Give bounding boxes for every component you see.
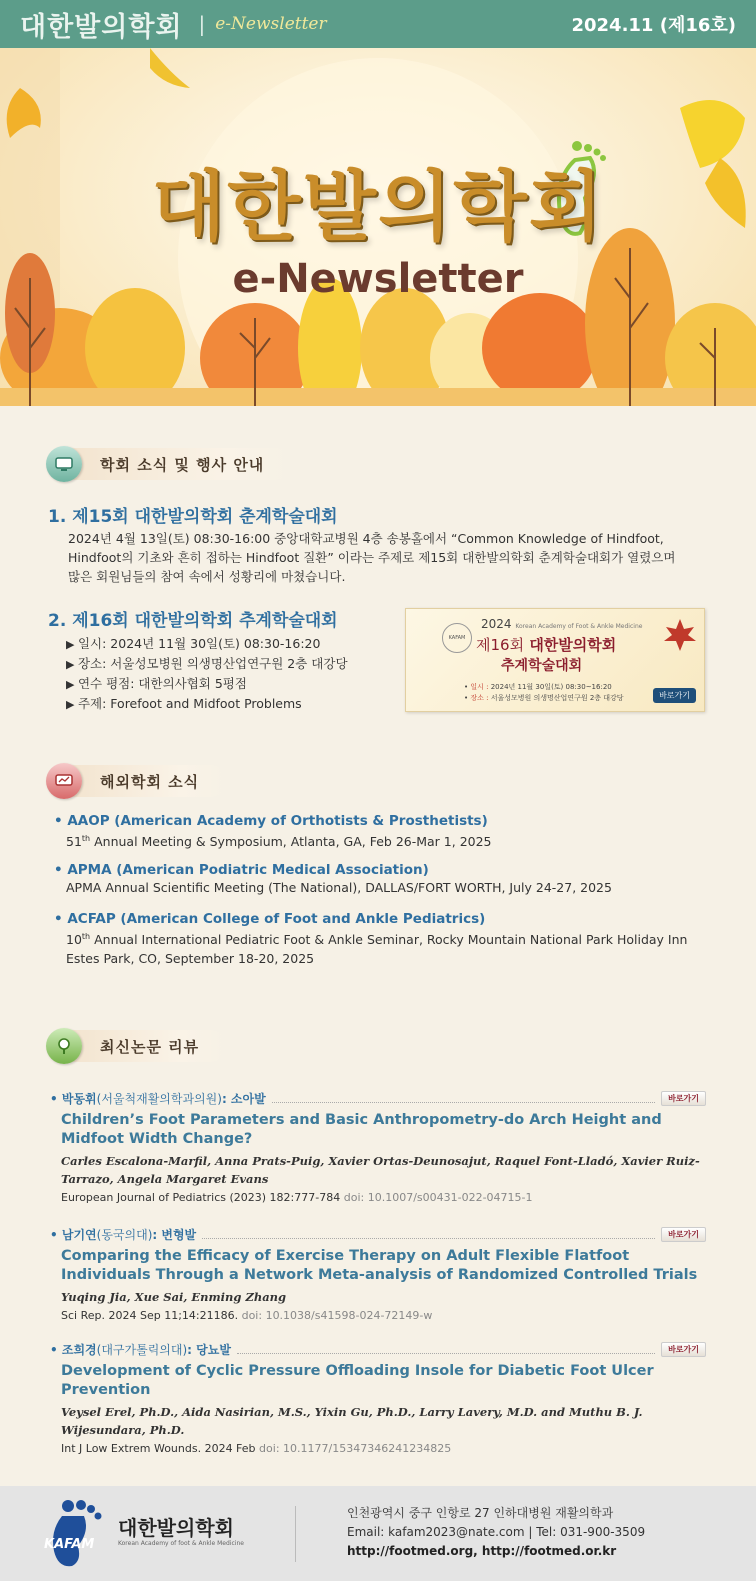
paper3-journal xyxy=(61,1442,706,1455)
news-item2-heading: 2. 제16회 대한발의학회 추계학술대회 xyxy=(48,611,338,631)
paper-item-1 xyxy=(50,1090,706,1204)
news-item1-heading: 1. 제15회 대한발의학회 춘계학술대회 xyxy=(48,507,338,527)
paper2-affiliation: (동국의대) xyxy=(96,1228,153,1242)
intl-aaop-ordinal: 51 xyxy=(66,834,82,850)
intl-aaop-sup: th xyxy=(81,834,91,843)
paper3-go-button[interactable]: 바로가기 xyxy=(661,1342,706,1357)
section-news-label: 학회 소식 및 행사 안내 xyxy=(70,448,292,480)
news-item2-details xyxy=(66,634,348,714)
banner-title1 xyxy=(476,634,616,655)
section-intl-header xyxy=(46,762,227,800)
banner-date-label: 일시 : xyxy=(470,683,489,691)
hero-banner xyxy=(0,48,756,406)
intl-aaop-detail-text: Annual Meeting & Symposium, Atlanta, GA, Feb 26-Mar 1, 2025 xyxy=(90,834,492,850)
banner-year-en: Korean Academy of Foot & Ankle Medicine xyxy=(515,623,643,630)
paper2-topic: : 변형발 xyxy=(152,1228,197,1242)
paper1-go-button[interactable]: 바로가기 xyxy=(661,1091,706,1106)
paper3-authors: Veysel Erel, Ph.D., Aida Nasirian, M.S., Yixin Gu, Ph.D., Larry Lavery, M.D. and Muthu B. J. Wijesundara, Ph.D. xyxy=(61,1405,643,1437)
footer-org-name: 대한발의학회 xyxy=(118,1516,234,1540)
header-issue: 2024.11 (제16호) xyxy=(571,15,736,36)
paper1-reviewer-line: • 박동휘 (서울척재활의학과의원) : 소아발 바로가기 xyxy=(50,1090,706,1107)
intl-item-aaop xyxy=(54,813,714,851)
section-papers-header xyxy=(46,1027,227,1065)
paper2-authors: Yuqing Jia, Xue Sai, Enming Zhang xyxy=(61,1290,287,1304)
banner-title2: 추계학술대회 xyxy=(501,658,583,674)
banner-place-label: 장소 : xyxy=(470,694,489,702)
paper2-journal xyxy=(61,1309,706,1322)
paper2-doi: doi: 10.1038/s41598-024-72149-w xyxy=(241,1309,433,1322)
event-topic: ▶ 주제: Forefoot and Midfoot Problems xyxy=(66,694,348,714)
event-credit: ▶ 연수 평점: 대한의사협회 5평점 xyxy=(66,674,348,694)
paper-item-2 xyxy=(50,1226,706,1322)
paper3-dots xyxy=(237,1346,655,1354)
paper3-reviewer-line: • 조희경 (대구가톨릭의대) : 당뇨발 바로가기 xyxy=(50,1341,706,1358)
paper3-title[interactable]: Development of Cyclic Pressure Offloading Insole for Diabetic Foot Ulcer Prevention xyxy=(61,1363,654,1398)
paper2-dots xyxy=(202,1231,655,1239)
section-intl-label: 해외학회 소식 xyxy=(70,765,227,797)
maple-leaf-icon xyxy=(662,617,698,653)
paper3-topic: : 당뇨발 xyxy=(187,1343,231,1357)
paper2-journal-name: Sci Rep. 2024 Sep 11;14:21186. xyxy=(61,1309,239,1322)
screen-icon xyxy=(46,763,82,799)
footer-address: 인천광역시 중구 인항로 27 인하대병원 재활의학과 xyxy=(347,1506,614,1520)
footer-contact: Email: kafam2023@nate.com | Tel: 031-900-3509 xyxy=(347,1525,646,1539)
banner-year-number: 2024 xyxy=(481,617,512,631)
foot-logo-icon xyxy=(42,1496,108,1570)
intl-item-acfap xyxy=(54,911,714,968)
intl-acfap-ordinal: 10 xyxy=(66,932,82,948)
intl-item-apma xyxy=(54,862,714,897)
intl-acfap-detail2: Estes Park, CO, September 18-20, 2025 xyxy=(66,951,315,967)
paper1-affiliation: (서울척재활의학과의원) xyxy=(96,1092,222,1106)
paper2-go-button[interactable]: 바로가기 xyxy=(661,1227,706,1242)
banner-title1-main: 대한발의학회 xyxy=(529,636,617,654)
paper3-journal-name: Int J Low Extrem Wounds. 2024 Feb xyxy=(61,1442,256,1455)
footer-logo-text: KAFAM xyxy=(44,1537,95,1552)
paper3-affiliation: (대구가톨릭의대) xyxy=(96,1343,188,1357)
section-papers-label: 최신논문 리뷰 xyxy=(70,1030,227,1062)
header-bar xyxy=(0,0,756,48)
event-date: ▶ 일시: 2024년 11월 30일(토) 08:30-16:20 xyxy=(66,634,348,654)
intl-acfap-title[interactable]: • ACFAP (American College of Foot and Ankle Pediatrics) xyxy=(54,911,714,927)
banner-logo: KAFAM xyxy=(442,623,472,653)
news-item1-line2: Hindfoot의 기초와 흔히 접하는 Hindfoot 질환” 이라는 주제로 제15회 대한발의학회 춘계학술대회가 열렸으며 xyxy=(68,550,676,565)
paper1-dots xyxy=(272,1095,655,1103)
paper2-reviewer: 남기연 xyxy=(61,1228,97,1242)
intl-apma-title[interactable]: • APMA (American Podiatric Medical Association) xyxy=(54,862,714,878)
paper2-reviewer-line: • 남기연 (동국의대) : 변형발 바로가기 xyxy=(50,1226,706,1243)
footer-divider xyxy=(295,1506,296,1562)
footer-org-name-en: Korean Academy of foot & Ankle Medicine xyxy=(118,1540,244,1547)
banner-date-value: 2024년 11월 30일(토) 08:30~16:20 xyxy=(490,683,612,691)
header-org-name: 대한발의학회 xyxy=(20,11,183,43)
hero-subtitle: e-Newsletter xyxy=(232,256,524,302)
intl-acfap-detail-text: Annual International Pediatric Foot & Ankle Seminar, Rocky Mountain National Park Holiday Inn xyxy=(90,932,688,948)
paper3-doi: doi: 10.1177/15347346241234825 xyxy=(259,1442,452,1455)
paper1-title[interactable]: Children’s Foot Parameters and Basic Anthropometry-do Arch Height and Midfoot Width Change? xyxy=(61,1112,662,1147)
news-item1-line3: 많은 회원님들의 참여 속에서 성황리에 마쳤습니다. xyxy=(68,569,346,584)
fall-conference-banner[interactable] xyxy=(405,608,705,712)
banner-place-value: 서울성모병원 의생명산업연구원 2층 대강당 xyxy=(490,694,624,702)
paper1-journal xyxy=(61,1191,706,1204)
intl-apma-detail: APMA Annual Scientific Meeting (The National), DALLAS/FORT WORTH, July 24-27, 2025 xyxy=(66,880,612,895)
paper1-journal-name: European Journal of Pediatrics (2023) 182:777-784 xyxy=(61,1191,341,1204)
section-news-header xyxy=(46,445,292,483)
paper-item-3 xyxy=(50,1341,706,1455)
banner-year xyxy=(481,617,642,631)
intl-aaop-detail xyxy=(66,829,714,851)
news-item1-line1: 2024년 4월 13일(토) 08:30-16:00 중앙대학교병원 4층 송봉홀에서 “Common Knowledge of Hindfoot, xyxy=(68,531,664,546)
magnifier-icon xyxy=(46,1028,82,1064)
event-place: ▶ 장소: 서울성모병원 의생명산업연구원 2층 대강당 xyxy=(66,654,348,674)
paper1-reviewer: 박동휘 xyxy=(61,1092,97,1106)
paper2-title[interactable]: Comparing the Efficacy of Exercise Therapy on Adult Flexible Flatfoot Individuals Through a Network Meta-analysis of Randomized Controlled Trials xyxy=(61,1248,698,1283)
hero-title: 대한발의학회 xyxy=(151,162,605,251)
paper1-topic: : 소아발 xyxy=(221,1092,266,1106)
banner-info: • 일시 : 2024년 11월 30일(토) 08:30~16:20 • 장소 : 서울성모병원 의생명산업연구원 2층 대강당 xyxy=(464,683,624,702)
banner-title1-prefix: 제16회 xyxy=(476,636,525,654)
intl-acfap-sup: th xyxy=(81,932,91,941)
intl-acfap-detail xyxy=(66,927,714,949)
paper1-doi: doi: 10.1007/s00431-022-04715-1 xyxy=(343,1191,533,1204)
paper1-authors: Carles Escalona-Marfil, Anna Prats-Puig, Xavier Ortas-Deunosajut, Raquel Font-Lladó, Xavier Ruiz-Tarrazo, Angela Margaret Evans xyxy=(61,1154,700,1186)
header-separator: | xyxy=(198,12,206,36)
monitor-icon xyxy=(46,446,82,482)
intl-aaop-title[interactable]: • AAOP (American Academy of Orthotists & Prosthetists) xyxy=(54,813,714,829)
paper3-reviewer: 조희경 xyxy=(61,1343,97,1357)
banner-go-button[interactable]: 바로가기 xyxy=(653,688,696,703)
header-newsletter-label: e-Newsletter xyxy=(215,14,327,34)
footer xyxy=(0,1486,756,1581)
footer-info xyxy=(347,1504,645,1561)
news-item1-body xyxy=(68,529,708,586)
footer-urls[interactable]: http://footmed.org, http://footmed.or.kr xyxy=(347,1544,617,1558)
